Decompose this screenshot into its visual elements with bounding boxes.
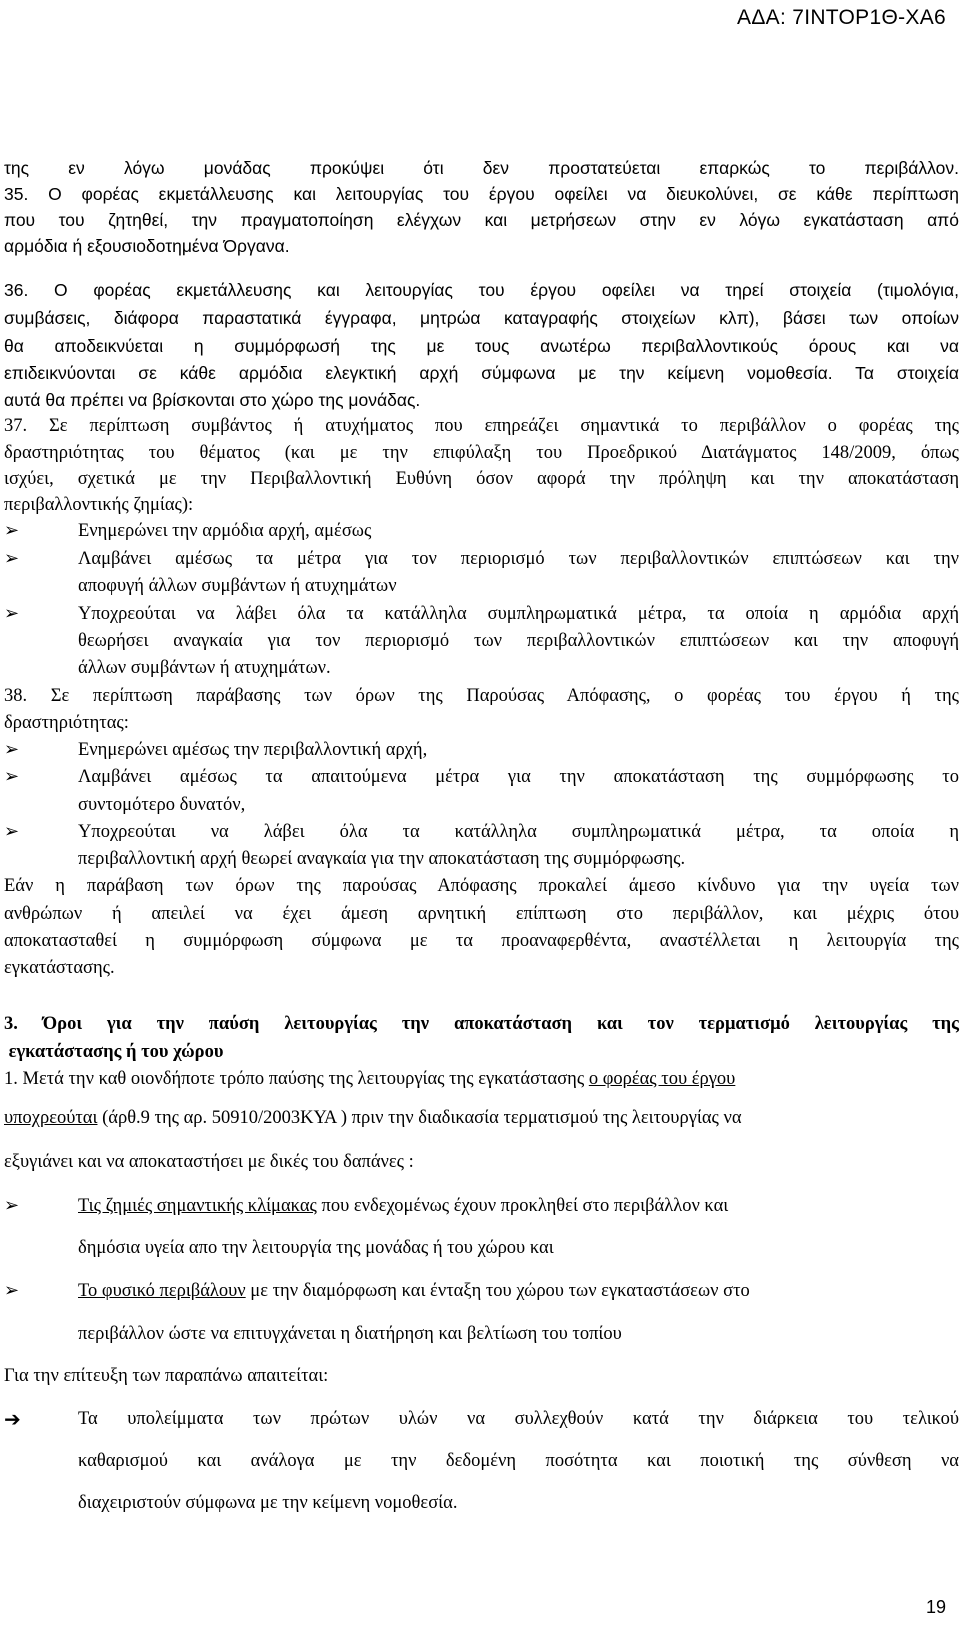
para35-line: της εν λόγω μονάδας προκύψει ότι δεν προστατεύεται επαρκώς το περιβάλλον. [4,158,959,178]
thick-right-arrow-icon: ➔ [4,1407,21,1431]
para35-line: που του ζητηθεί, την πραγματοποίηση ελέγχων και μετρήσεων στην εν λόγω εγκατάσταση από [4,210,959,230]
bullet-item: Υποχρεούται να λάβει όλα τα κατάλληλα συμπληρωματικά μέτρα, τα οποία η αρμόδια αρχή [78,604,959,624]
para38-line: δραστηριότητας: [4,713,129,733]
bullet-item: Λαμβάνει αμέσως τα μέτρα για τον περιορισμό των περιβαλλοντικών επιπτώσεων και την [78,549,959,569]
p1-underlined: υποχρεούται [4,1108,98,1128]
arrow-item-continued: διαχειριστούν σύμφωνα με την κείμενη νομοθεσία. [78,1493,458,1513]
bullet-item-continued: θεωρήσει αναγκαία για τον περιορισμό των περιβαλλοντικών επιπτώσεων και την αποφυγή [78,631,959,651]
p1-text: (άρθ.9 της αρ. 50910/2003ΚΥΑ ) πριν την διαδικασία τερματισμού της λειτουργίας να [97,1108,742,1128]
p1-text: 1. Μετά την καθ οιονδήποτε τρόπο παύσης της λειτουργίας της εγκατάστασης [4,1069,589,1089]
bullet-item [78,1278,959,1304]
para38b-line: εγκατάστασης. [4,958,115,978]
arrow-item-continued: καθαρισμού και ανάλογα με την δεδομένη ποσότητα και ποιοτική της σύνθεση να [78,1451,959,1471]
section3-p1-line1 [4,1066,959,1092]
bullet-item: Λαμβάνει αμέσως τα απαιτούμενα μέτρα για την αποκατάσταση της συμμόρφωσης το [78,767,959,787]
bullet-underlined: Το φυσικό περιβάλουν [78,1281,246,1301]
bullet-item-continued: δημόσια υγεία απο την λειτουργία της μονάδας ή του χώρου και [78,1238,554,1258]
para38b-line: Εάν η παράβαση των όρων της παρούσας Απόφασης προκαλεί άμεσο κίνδυνο για την υγεία των [4,876,959,896]
bullet-item [78,1193,959,1219]
arrowhead-bullet-icon: ➢ [4,739,20,760]
para37-line: δραστηριότητας του θέματος (και με την επιφύλαξη του Προεδρικού Διατάγματος 148/2009, όπως [4,443,959,463]
para37-line: περιβαλλοντικής ζημίας): [4,495,194,515]
bullet-underlined: Τις ζημιές σημαντικής κλίμακας [78,1196,317,1216]
bullet-item: Ενημερώνει την αρμόδια αρχή, αμέσως [78,521,372,541]
bullet-item-continued: περιβαλλοντική αρχή θεωρεί αναγκαία για την αποκατάσταση της συμμόρφωσης. [78,849,686,869]
arrowhead-bullet-icon: ➢ [4,548,20,569]
page-number: 19 [925,1597,946,1617]
para38-line: 38. Σε περίπτωση παράβασης των όρων της Παρούσας Απόφασης, ο φορέας του έργου ή της [4,686,959,706]
para36-line: επιδεικνύονται σε κάθε αρμόδια ελεγκτική αρχή σύμφωνα με την κείμενη νομοθεσία. Τα στοιχεία [4,363,959,383]
arrowhead-bullet-icon: ➢ [4,603,20,624]
para36-line: 36. Ο φορέας εκμετάλλευσης και λειτουργίας του έργου οφείλει να τηρεί στοιχεία (τιμολόγια, [4,280,959,300]
para36-line: θα αποδεικνύεται η συμμόρφωσή της με τους ανωτέρω περιβαλλοντικούς όρους και να [4,336,959,356]
section-heading: 3. Όροι για την παύση λειτουργίας την αποκατάσταση και τον τερματισμό λειτουργίας της [4,1014,959,1034]
bullet-item-continued: άλλων συμβάντων ή ατυχημάτων. [78,658,331,678]
arrowhead-bullet-icon: ➢ [4,1280,20,1301]
bullet-item: Ενημερώνει αμέσως την περιβαλλοντική αρχή, [78,740,428,760]
bullet-text: με την διαμόρφωση και ένταξη του χώρου των εγκαταστάσεων στο [245,1281,750,1301]
requirement-line: Για την επίτευξη των παραπάνω απαιτείται: [4,1366,329,1386]
p1-underlined: ο φορέας του έργου [588,1069,736,1089]
section3-p1-line2 [4,1105,959,1131]
para38b-line: αποκατασταθεί η συμμόρφωση σύμφωνα με τα προαναφερθέντα, αναστέλλεται η λειτουργία της [4,931,959,951]
bullet-text: που ενδεχομένως έχουν προκληθεί στο περιβάλλον και [316,1196,729,1216]
section3-p1-line3: εξυγιάνει και να αποκαταστήσει με δικές του δαπάνες : [4,1152,414,1172]
section-heading: εγκατάστασης ή του χώρου [4,1042,224,1062]
ada-identifier: ΑΔΑ: 7ΙΝΤΟΡ1Θ-ΧΑ6 [737,6,946,29]
arrowhead-bullet-icon: ➢ [4,766,20,787]
arrowhead-bullet-icon: ➢ [4,520,20,541]
para35-line: αρμόδια ή εξουσιοδοτημένα Όργανα. [4,236,290,256]
para37-line: ισχύει, σχετικά με την Περιβαλλοντική Ευθύνη όσον αφορά την πρόληψη και την αποκατάσταση [4,469,959,489]
bullet-item-continued: περιβάλλον ώστε να επιτυγχάνεται η διατήρηση και βελτίωση του τοπίου [78,1324,622,1344]
bullet-item-continued: αποφυγή άλλων συμβάντων ή ατυχημάτων [78,576,397,596]
para35-line: 35. Ο φορέας εκμετάλλευσης και λειτουργίας του έργου οφείλει να διευκολύνει, σε κάθε περίπτωση [4,184,959,204]
para38b-line: ανθρώπων ή απειλεί να έχει άμεση αρνητική επίπτωση στο περιβάλλον, και μέχρις ότου [4,904,959,924]
arrow-item: Τα υπολείμματα των πρώτων υλών να συλλεχθούν κατά την διάρκεια του τελικού [78,1409,959,1429]
bullet-item: Υποχρεούται να λάβει όλα τα κατάλληλα συμπληρωματικά μέτρα, τα οποία η [78,822,959,842]
para36-line: συμβάσεις, διάφορα παραστατικά έγγραφα, μητρώα καταγραφής στοιχείων κλπ), βάσει των οποίων [4,308,959,328]
arrowhead-bullet-icon: ➢ [4,1195,20,1216]
bullet-item-continued: συντομότερο δυνατόν, [78,795,246,815]
para37-line: 37. Σε περίπτωση συμβάντος ή ατυχήματος που επηρεάζει σημαντικά το περιβάλλον ο φορέας της [4,416,959,436]
para36-line: αυτά θα πρέπει να βρίσκονται στο χώρο της μονάδας. [4,390,421,410]
arrowhead-bullet-icon: ➢ [4,821,20,842]
